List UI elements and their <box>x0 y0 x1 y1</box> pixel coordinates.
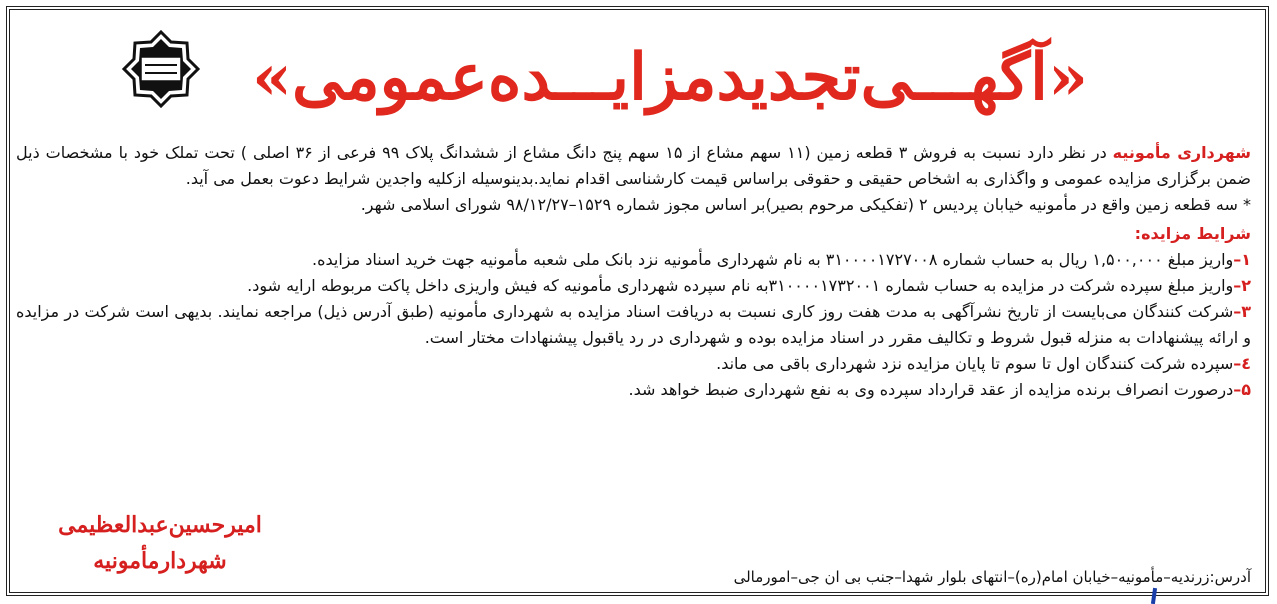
condition-number: ۵– <box>1233 380 1251 399</box>
condition-item <box>16 377 1251 403</box>
conditions-title: شرایط مزایده: <box>1134 224 1251 243</box>
condition-item <box>16 247 1251 273</box>
condition-text: واریز مبلغ ۱,۵۰۰,۰۰۰ ریال به حساب شماره ۳۱۰۰۰۰۱۷۲۷۰۰۸ به نام شهرداری مأمونیه نزد بانک ملی شعبه مأمونیه جهت خرید اسناد مزایده. <box>312 250 1234 269</box>
condition-text: شرکت کنندگان می‌بایست از تاریخ نشرآگهی به مدت هفت روز کاری نسبت به دریافت اسناد مزایده به شهرداری مأمونیه (طبق آدرس ذیل) مراجعه نمایند. بدیهی است شرکت در مزایده و ارائه پیشنهادات به منزله قبول شروط و تکالیف مقرر در اسناد مزایده بوده و شهرداری در رد یاقبول پیشنهادات مختار است. <box>16 302 1251 347</box>
signature-name: امیرحسین‌عبدالعظیمی <box>58 512 262 538</box>
address-line: آدرس:زرندیه–مأمونیه–خیابان امام(ره)–انتهای بلوار شهدا–جنب بی ان جی–امورمالی <box>733 568 1251 586</box>
intro-text: در نظر دارد نسبت به فروش ۳ قطعه زمین (۱۱ سهم مشاع از ۱۵ سهم پنج دانگ مشاع از ششدانگ پلاک ۹۹ فرعی از ۳۶ اصلی ) تحت تملک خود با مشخصات ذیل ضمن برگزاری مزایده عمومی و واگذاری به اشخاص حقیقی و حقوقی براساس قیمت کارشناسی اقدام نماید.بدینوسیله ازکلیه واجدین شرایط دعوت بعمل می آید. <box>16 143 1251 188</box>
condition-item <box>16 273 1251 299</box>
condition-text: واریز مبلغ سپرده شرکت در مزایده به حساب شماره ۳۱۰۰۰۰۱۷۳۲۰۰۱به نام سپرده شهرداری مأمونیه که فیش واریزی داخل پاکت مربوطه ارایه شود. <box>247 276 1234 295</box>
condition-text: سپرده شرکت کنندگان اول تا سوم تا پایان مزایده نزد شهرداری باقی می ماند. <box>716 354 1234 373</box>
notice-body <box>16 140 1251 403</box>
signature-title: شهردارمأمونیه <box>93 548 227 574</box>
condition-number: ۳– <box>1233 302 1251 321</box>
municipality-emblem-icon <box>106 30 216 108</box>
condition-number: ۲– <box>1233 276 1251 295</box>
condition-number: ۱– <box>1233 250 1251 269</box>
notice-frame <box>6 6 1269 596</box>
land-note: * سه قطعه زمین واقع در مأمونیه خیابان پردیس ۲ (تفکیکی مرحوم بصیر)بر اساس مجوز شماره ۱۵۲۹–۹۸/۱۲/۲۷ شورای اسلامی شهر. <box>360 195 1251 214</box>
signature-block <box>40 507 280 579</box>
notice-title: «آگهـــی‌تجدیدمزایـــده‌عمومی» <box>252 40 1088 115</box>
condition-item <box>16 299 1251 351</box>
organization-name: شهرداری مأمونیه <box>1112 143 1252 162</box>
condition-item <box>16 351 1251 377</box>
intro-paragraph <box>16 140 1251 192</box>
condition-number: ٤– <box>1233 354 1251 373</box>
condition-text: درصورت انصراف برنده مزایده از عقد قرارداد سپرده وی به نفع شهرداری ضبط خواهد شد. <box>628 380 1234 399</box>
